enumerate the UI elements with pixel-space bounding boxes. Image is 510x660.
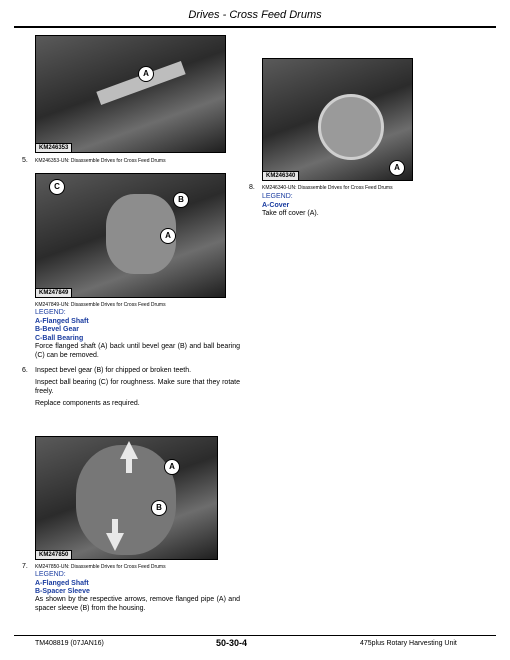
step-number: 8. — [249, 184, 255, 191]
legend-item: B-Spacer Sleeve — [35, 588, 90, 595]
figure-km247849 — [35, 173, 226, 298]
step-number: 5. — [22, 157, 28, 164]
figure-caption: KM246353-UN: Disassemble Drives for Cross Feed Drums — [35, 158, 166, 164]
footer-divider — [14, 635, 496, 636]
arrow-up-icon — [120, 441, 138, 459]
arrow-down-icon — [106, 533, 124, 551]
callout-b: B — [151, 500, 167, 516]
step-text: Inspect bevel gear (B) for chipped or broken teeth. — [35, 367, 192, 374]
cover-shape — [318, 94, 384, 160]
step-number: 7. — [22, 563, 28, 570]
callout-b: B — [173, 192, 189, 208]
callout-a: A — [160, 228, 176, 244]
legend-item: C-Ball Bearing — [35, 334, 84, 342]
arrow-shaft — [112, 519, 118, 533]
legend-title: LEGEND: — [35, 571, 66, 578]
figure-code: KM247849 — [36, 288, 72, 297]
step-text: Replace components as required. — [35, 400, 140, 407]
figure-code: KM246340 — [263, 171, 299, 180]
legend-item: A-Flanged Shaft — [35, 579, 89, 587]
figure-caption: KM247850-UN: Disassemble Drives for Cross Feed Drums — [35, 564, 166, 570]
figure-caption: KM246340-UN: Disassemble Drives for Cross Feed Drums — [262, 185, 393, 191]
figure-caption: KM247849-UN: Disassemble Drives for Cross Feed Drums — [35, 302, 166, 308]
step-number: 6. — [22, 367, 28, 374]
step-text: Force flanged shaft (A) back until bevel gear (B) and ball bearing (C) can be removed. — [35, 343, 240, 359]
legend — [35, 571, 90, 597]
figure-km247850 — [35, 436, 218, 560]
legend-item: A-Flanged Shaft — [35, 317, 89, 325]
step-text: Take off cover (A). — [262, 210, 319, 217]
legend — [262, 193, 293, 210]
legend-title: LEGEND: — [262, 193, 293, 200]
callout-a: A — [138, 66, 154, 82]
page-title: Drives - Cross Feed Drums — [188, 9, 322, 21]
callout-c: C — [49, 179, 65, 195]
legend-item: A-Cover — [262, 201, 290, 209]
step-text: Inspect ball bearing (C) for roughness. Make sure that they rotate freely. — [35, 379, 240, 395]
figure-code: KM247850 — [36, 550, 72, 559]
legend — [35, 309, 89, 343]
figure-km246340 — [262, 58, 413, 181]
footer-page-number: 50-30-4 — [216, 638, 248, 648]
title-divider — [14, 26, 496, 28]
legend-title: LEGEND: — [35, 309, 66, 316]
arrow-shaft — [126, 459, 132, 473]
callout-a: A — [164, 459, 180, 475]
footer-product: 475plus Rotary Harvesting Unit — [360, 640, 457, 647]
figure-code: KM246353 — [36, 143, 72, 152]
legend-item: B-Bevel Gear — [35, 326, 79, 333]
callout-a: A — [389, 160, 405, 176]
step-text: As shown by the respective arrows, remove flanged pipe (A) and spacer sleeve (B) from the housing. — [35, 596, 240, 612]
footer-document-id: TM408819 (07JAN16) — [35, 640, 104, 647]
figure-km246353 — [35, 35, 226, 153]
